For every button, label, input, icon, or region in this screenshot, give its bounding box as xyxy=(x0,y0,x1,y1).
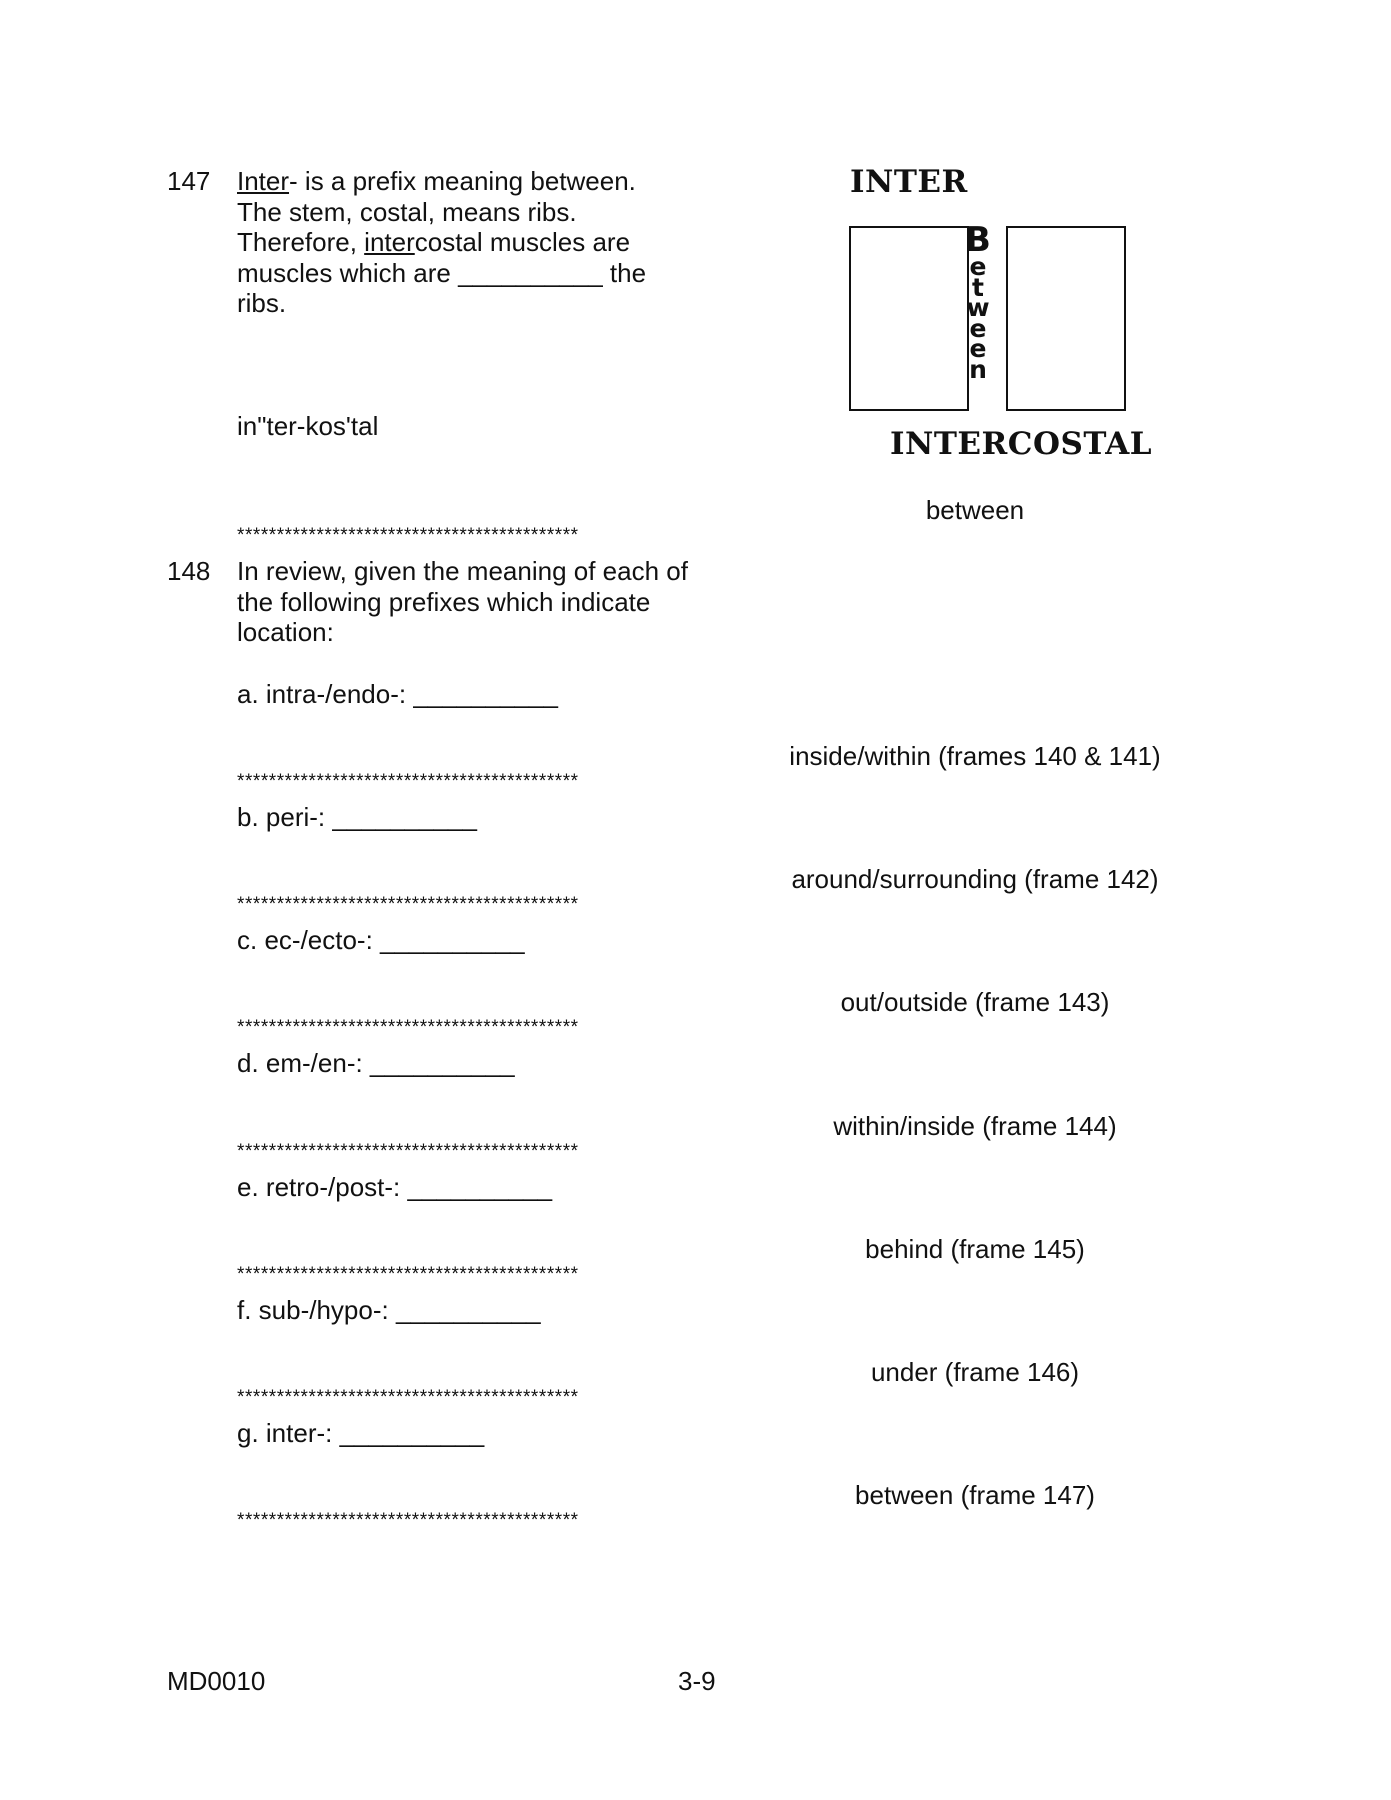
item-answer: behind (frame 145) xyxy=(865,1234,1085,1264)
item-question: f. sub-/hypo-: __________ xyxy=(237,1295,541,1325)
figure-right-rib-box xyxy=(1006,226,1126,411)
frame-147-line-2: The stem, costal, means ribs. xyxy=(237,196,577,227)
item-question: e. retro-/post-: __________ xyxy=(237,1172,553,1202)
item-answer: within/inside (frame 144) xyxy=(833,1111,1117,1141)
frame-147-number: 147 xyxy=(167,166,211,196)
vertical-letter: B xyxy=(965,220,991,260)
separator: ******************************************* xyxy=(237,525,579,546)
separator: ******************************************* xyxy=(237,1387,579,1408)
frame-147-line-1: Inter- is a prefix meaning between. xyxy=(237,166,636,196)
item-question: g. inter-: __________ xyxy=(237,1418,485,1448)
separator: ******************************************* xyxy=(237,894,579,915)
footer-code: MD0010 xyxy=(167,1666,266,1696)
item-question: a. intra-/endo-: __________ xyxy=(237,679,558,709)
vertical-letter: w xyxy=(966,293,990,322)
item-answer: inside/within (frames 140 & 141) xyxy=(789,741,1161,771)
frame-148-intro-1: In review, given the meaning of each of xyxy=(237,556,688,586)
pronunciation: in"ter-kos'tal xyxy=(237,411,379,441)
item-question: c. ec-/ecto-: __________ xyxy=(237,925,525,955)
frame-147-line-4: muscles which are __________ the xyxy=(237,257,647,288)
vertical-letter: e xyxy=(969,334,987,363)
vertical-letter: e xyxy=(969,252,987,281)
separator: ******************************************* xyxy=(237,1510,579,1531)
vertical-letter: n xyxy=(969,354,987,384)
separator: ******************************************* xyxy=(237,1017,579,1038)
separator: ******************************************* xyxy=(237,771,579,792)
figure-top-label: INTER xyxy=(850,164,968,200)
frame-147-answer: between xyxy=(925,495,1025,525)
frame-148-number: 148 xyxy=(167,556,211,586)
page-number: 3-9 xyxy=(678,1666,716,1696)
frame-147-line-5: ribs. xyxy=(237,288,287,318)
separator: ******************************************* xyxy=(237,1141,579,1162)
item-answer: out/outside (frame 143) xyxy=(840,987,1110,1017)
frame-148-intro-3: location: xyxy=(237,617,334,647)
figure-left-rib-box xyxy=(849,226,969,411)
item-answer: between (frame 147) xyxy=(855,1480,1095,1510)
frame-147-line-3: Therefore, intercostal muscles are xyxy=(237,227,631,257)
item-question: d. em-/en-: __________ xyxy=(237,1048,515,1078)
vertical-letter: e xyxy=(969,313,987,343)
item-answer: around/surrounding (frame 142) xyxy=(791,864,1159,894)
figure-vertical-word xyxy=(963,220,993,384)
item-answer: under (frame 146) xyxy=(870,1357,1080,1387)
frame-148-intro-2: the following prefixes which indicate xyxy=(237,586,651,617)
figure-bottom-label: INTERCOSTAL xyxy=(890,426,1153,462)
separator: ******************************************* xyxy=(237,1264,579,1285)
item-question: b. peri-: __________ xyxy=(237,802,477,832)
vertical-letter: t xyxy=(972,272,984,302)
